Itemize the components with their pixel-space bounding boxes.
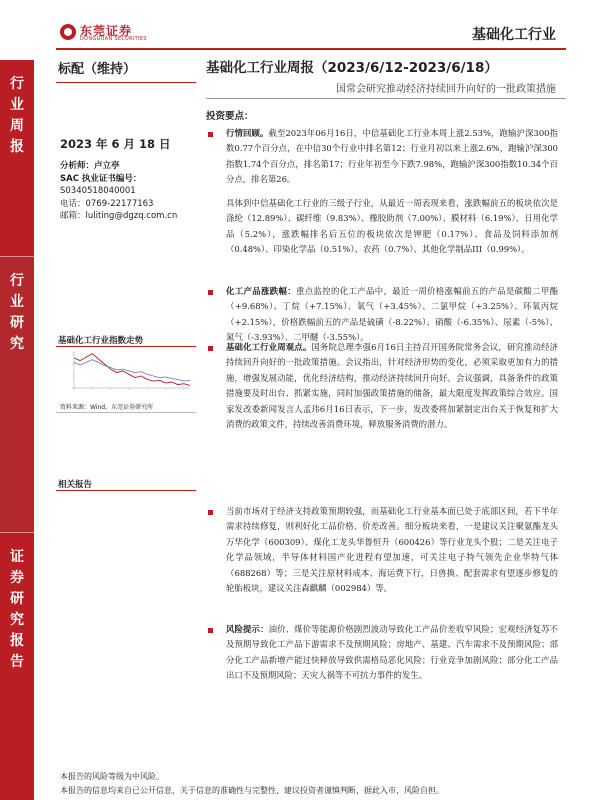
analyst-name: 分析师：卢立亭 [60,161,120,171]
logo-subtext: DONGGUAN SECURITIES [80,36,147,42]
footer-disclaimer [60,770,444,798]
paragraph-lead: 风险提示： [226,624,269,634]
title-divider [206,98,566,99]
bullet-icon [208,132,213,137]
risk-level-note: 本报告的风险等级为中风险。 [60,772,164,781]
left-divider [56,82,196,83]
chart-series [74,354,190,386]
related-reports-heading: 相关报告 [58,480,93,490]
sidebar-char: 证 [10,549,24,565]
sidebar-char: 券 [10,570,24,586]
chart-series-line-2 [74,360,190,381]
sidebar-char: 报 [10,139,24,155]
header-industry: 基础化工行业 [472,27,556,43]
sidebar-char: 业 [10,294,24,310]
paragraph-body: 重点监控的化工产品中，最近一周价格涨幅前五的产品是碳酸二甲酯（+9.68%）、丁烷（+7.15%）、氧气（+3.45%）、二氯甲烷（+3.25%）、环氧丙烷（+2.15%），价格跌幅前五的产品是硫磺（-8.22%）、硝酸（-6.35%）、尿素（-5%）、氮气（-3.93%）、二甲醚（-3.55%）。 [226,286,559,343]
analyst-phone: 电话：0769-22177163 [60,198,154,209]
paragraph-body: 油价、煤价等能源价格剧烈波动导致化工产品价差收窄风险；宏观经济复苏不及预期导致化工产品下游需求不及预期风险；房地产、基建、汽车需求不及预期风险；部分化工产品新增产能过快释放导致供需格局恶化风险；行业竞争加剧风险；部分化工产品出口不及预期风险；天灾人祸等不可抗力事件的发生。 [226,624,559,681]
sidebar-char: 研 [10,591,24,607]
report-subtitle: 国常会研究推动经济持续回升向好的一批政策措施 [336,84,556,95]
subsector-paragraph [226,196,558,258]
sidebar-char: 行 [10,273,24,289]
bullet-icon [208,510,213,515]
sidebar-char: 告 [10,654,24,670]
highlights-label: 投资要点： [206,111,254,122]
sidebar-char: 究 [10,336,24,352]
sidebar-label-research [0,271,34,355]
sidebar-block-weekly [0,60,34,256]
bullet-icon [208,628,213,633]
index-trend-chart [58,350,194,398]
sidebar-char: 行 [10,76,24,92]
bullet-icon [208,346,213,351]
logo-text: 东莞证券 [80,24,133,38]
paragraph-lead: 化工产品涨跌幅： [226,286,296,296]
header-divider [56,48,566,50]
related-reports-divider [56,490,196,491]
sidebar-char: 周 [10,118,24,134]
industry-rating: 标配（维持） [58,62,137,77]
chart-title-divider [56,346,196,347]
sidebar-char: 究 [10,612,24,628]
chart-title: 基础化工行业指数走势 [58,336,144,346]
sidebar-label-weekly [0,74,34,158]
logo-mark-icon [60,24,76,40]
paragraph-lead: 行情回顾。 [226,128,269,138]
paragraph-body: 截至2023年06月16日，中信基础化工行业本周上涨2.53%，跑输沪深300指数0.77个百分点，在中信30个行业中排名第12；行业月初以来上涨2.6%，跑输沪深300指数1.74个百分点，排名第17；行业年初至今下跌7.98%，跑输沪深300指数10.34个百分点，排名第26。 [226,128,558,185]
bullet-icon [208,290,213,295]
chart-axes [72,352,190,390]
company-logo [60,22,160,44]
paragraph-body: 当前市场对于经济支持政策预期较强，而基础化工行业基本面已处于底部区间，若下半年需求持续修复，则利好化工品价格、价差改善。细分板块来看，一是建议关注聚氨酯龙头万华化学（600309）、煤化工龙头华鲁恒升（600426）等行业龙头个股；二是关注电子化学品领域，半导体材料国产化进程有望加速，可关注电子特气领先企业华特气体（688268）等；三是关注原材料成本、海运费下行，日兽换、配套需求有望逐步修复的轮胎板块，建议关注森麒麟（002984）等。 [226,506,558,594]
recommendation-paragraph [226,504,558,596]
sidebar-char: 业 [10,97,24,113]
chart-source-divider [56,412,196,413]
sidebar-label-securities-report [0,547,34,673]
market-review-paragraph [226,126,558,188]
weekly-view-paragraph [226,340,558,432]
sidebar-block-research [0,256,34,532]
paragraph-lead: 基础化工行业周观点。 [226,342,312,352]
analyst-info [60,160,177,223]
report-title: 基础化工行业周报（2023/6/12-2023/6/18） [206,60,498,76]
paragraph-body: 国务院总理李强6月16日主持召开国务院常务会议，研究推动经济持续回升向好的一批政策措施。会议指出，针对经济形势的变化，必须采取更加有力的措施，增强发展动能，优化经济结构，推动经济持续回升向好。会议强调，具备条件的政策措施要及时出台、抓紧实施，同时加强政策措施的储备，最大限度发挥政策综合效应。国家发改委新闻发言人孟玮6月16日表示，下一步，发改委将加紧制定出台关于恢复和扩大消费的政策文件，持续改善消费环境，释放服务消费的潜力。 [226,342,559,430]
paragraph-body: 具体到中信基础化工行业的三级子行业，从最近一周表现来看，涨跌幅前五的板块依次是涤纶（12.89%）、碳纤维（9.83%）、橡胶助剂（7.00%）、膜材料（6.19%）、日用化学品（5.2%），涨跌幅排名后五位的板块依次是钾肥（0.17%）、食品及饲料添加剂（0.48%）、印染化学品（0.51%）、农药（0.7%）、其他化学制品III（0.99%）。 [226,198,558,255]
sac-label: SAC 执业证书编号： [60,173,142,184]
chart-source: 资料来源：Wind，东莞证券研究所 [60,404,154,411]
sidebar-char: 报 [10,633,24,649]
sac-number: S0340518040001 [60,186,136,196]
sidebar [0,60,34,800]
sidebar-block-securities-report [0,532,34,800]
risk-warning-paragraph [226,622,558,684]
analyst-email: 邮箱：luliting@dgzq.com.cn [60,211,178,221]
product-price-paragraph [226,284,558,346]
report-date: 2023 年 6 月 18 日 [60,137,171,151]
source-disclaimer: 本报告的信息均来自已公开信息，关于信息的准确性与完整性，建议投资者谨慎判断，据此入市，风险自担。 [60,786,444,795]
sidebar-char: 研 [10,315,24,331]
chart-series-line-1 [74,354,190,386]
